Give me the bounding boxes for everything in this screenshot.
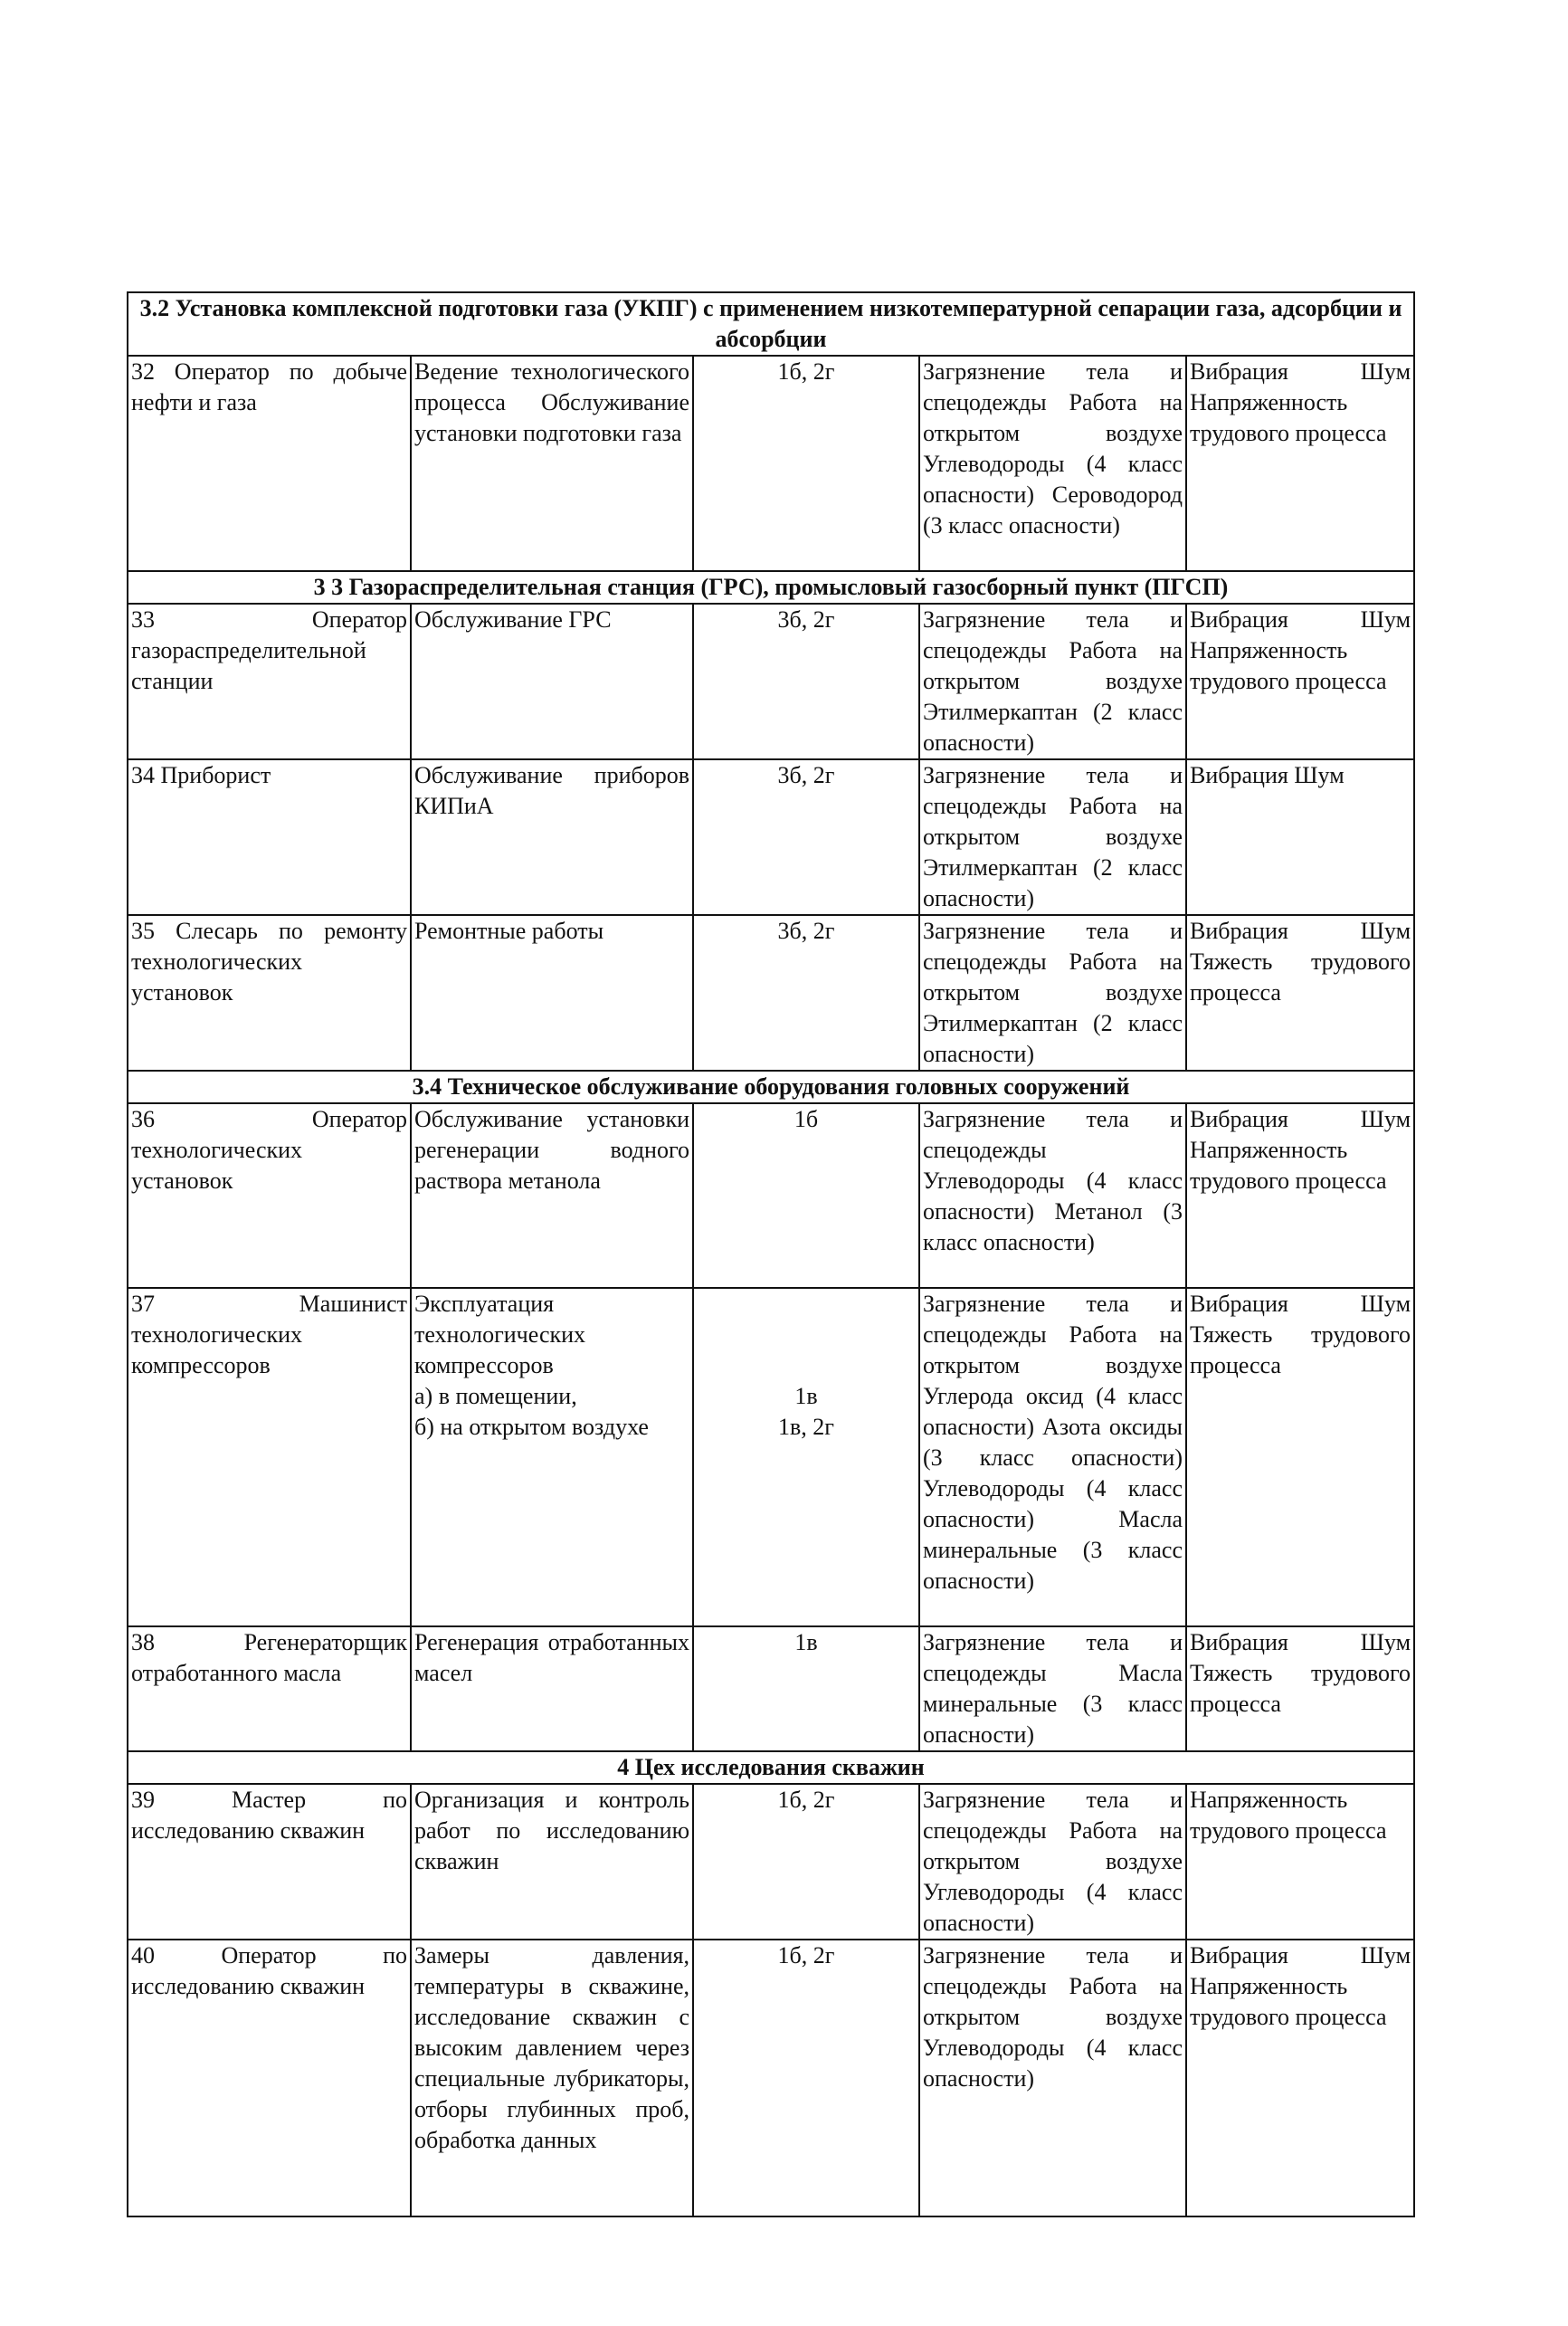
section-title: 3.4 Техническое обслуживание оборудования головных сооружений: [128, 1071, 1414, 1103]
section-row: [128, 571, 1414, 604]
profession-cell: 40 Оператор по исследованию скважин: [128, 1940, 411, 2216]
code-line: [697, 1320, 916, 1350]
work-cell: Организация и контроль работ по исследованию скважин: [411, 1784, 693, 1940]
factors-cell: Загрязнение тела и спецодежды Работа на открытом воздухе Этилмеркаптан (2 класс опасности): [919, 915, 1186, 1071]
code-cell: [693, 1288, 919, 1626]
other-factors-cell: Вибрация Шум Напряженность трудового процесса: [1186, 356, 1414, 571]
code-line: 1б, 2г: [777, 1942, 835, 1969]
code-line: 1в: [794, 1629, 818, 1655]
work-cell: Обслуживание установки регенерации водного раствора метанола: [411, 1103, 693, 1288]
table-row: [128, 1784, 1414, 1940]
code-cell: [693, 1103, 919, 1288]
factors-cell: Загрязнение тела и спецодежды Работа на открытом воздухе Этилмеркаптан (2 класс опасности): [919, 604, 1186, 759]
code-cell: [693, 759, 919, 915]
profession-cell: 33 Оператор газораспределительной станции: [128, 604, 411, 759]
section-row: [128, 1751, 1414, 1784]
work-cell: Замеры давления, температуры в скважине, исследование скважин с высоким давлением через специальные лубрикаторы, отборы глубинных проб, обработка данных: [411, 1940, 693, 2216]
work-cell: Обслуживание приборов КИПиА: [411, 759, 693, 915]
other-factors-cell: Вибрация Шум Напряженность трудового процесса: [1186, 604, 1414, 759]
section-row: [128, 1071, 1414, 1103]
work-cell: [411, 1288, 693, 1626]
factors-cell: Загрязнение тела и спецодежды Работа на открытом воздухе Углеводороды (4 класс опасности) Сероводород (3 класс опасности): [919, 356, 1186, 571]
code-line: 1б, 2г: [777, 1787, 835, 1813]
table-row: [128, 759, 1414, 915]
code-cell: [693, 356, 919, 571]
section-title: 4 Цех исследования скважин: [128, 1751, 1414, 1784]
code-line: [697, 1289, 916, 1320]
code-line: 1б: [794, 1106, 819, 1132]
table-row: [128, 356, 1414, 571]
other-factors-cell: Напряженность трудового процесса: [1186, 1784, 1414, 1940]
factors-cell: Загрязнение тела и спецодежды Работа на открытом воздухе Углерода оксид (4 класс опасности) Азота оксиды (3 класс опасности) Углеводороды (4 класс опасности) Масла минеральные (3 класс опасности): [919, 1288, 1186, 1626]
factors-cell: Загрязнение тела и спецодежды Работа на открытом воздухе Этилмеркаптан (2 класс опасности): [919, 759, 1186, 915]
code-line: 3б, 2г: [777, 762, 835, 788]
table-row: [128, 1103, 1414, 1288]
profession-cell: 32 Оператор по добыче нефти и газа: [128, 356, 411, 571]
code-cell: [693, 915, 919, 1071]
work-cell: Регенерация отработанных масел: [411, 1626, 693, 1751]
factors-cell: Загрязнение тела и спецодежды Работа на открытом воздухе Углеводороды (4 класс опасности): [919, 1940, 1186, 2216]
profession-cell: 37 Машинист технологических компрессоров: [128, 1288, 411, 1626]
code-line: [697, 1350, 916, 1381]
code-cell: [693, 1626, 919, 1751]
profession-cell: 34 Приборист: [128, 759, 411, 915]
section-title: 3.2 Установка комплексной подготовки газа (УКПГ) с применением низкотемпературной сепарации газа, адсорбции и абсорбции: [128, 292, 1414, 356]
code-line: 3б, 2г: [777, 918, 835, 944]
table-row: [128, 915, 1414, 1071]
code-cell: [693, 1940, 919, 2216]
code-cell: [693, 1784, 919, 1940]
work-cell: Ведение технологического процесса Обслуживание установки подготовки газа: [411, 356, 693, 571]
profession-cell: 39 Мастер по исследованию скважин: [128, 1784, 411, 1940]
work-cell: Ремонтные работы: [411, 915, 693, 1071]
table-row: [128, 1940, 1414, 2216]
section-row: [128, 292, 1414, 356]
factors-cell: Загрязнение тела и спецодежды Работа на открытом воздухе Углеводороды (4 класс опасности): [919, 1784, 1186, 1940]
code-line: 1б, 2г: [777, 358, 835, 385]
table-row: [128, 1626, 1414, 1751]
factors-cell: Загрязнение тела и спецодежды Углеводороды (4 класс опасности) Метанол (3 класс опасности): [919, 1103, 1186, 1288]
table-row: [128, 1288, 1414, 1626]
section-title: 3 3 Газораспределительная станция (ГРС), промысловый газосборный пункт (ПГСП): [128, 571, 1414, 604]
hazard-table: [127, 291, 1415, 2217]
table-body: [128, 292, 1414, 2216]
other-factors-cell: Вибрация Шум Тяжесть трудового процесса: [1186, 915, 1414, 1071]
other-factors-cell: Вибрация Шум Напряженность трудового процесса: [1186, 1103, 1414, 1288]
other-factors-cell: Вибрация Шум: [1186, 759, 1414, 915]
code-line: 1в: [794, 1383, 818, 1409]
table-row: [128, 604, 1414, 759]
work-line: а) в помещении,: [414, 1383, 577, 1409]
profession-cell: 38 Регенераторщик отработанного масла: [128, 1626, 411, 1751]
work-cell: Обслуживание ГРС: [411, 604, 693, 759]
factors-cell: Загрязнение тела и спецодежды Масла минеральные (3 класс опасности): [919, 1626, 1186, 1751]
profession-cell: 36 Оператор технологических установок: [128, 1103, 411, 1288]
work-line: б) на открытом воздухе: [414, 1414, 649, 1440]
code-cell: [693, 604, 919, 759]
other-factors-cell: Вибрация Шум Тяжесть трудового процесса: [1186, 1288, 1414, 1626]
work-line: Эксплуатация технологических компрессоров: [414, 1291, 586, 1378]
code-line: 3б, 2г: [777, 606, 835, 633]
code-line: 1в, 2г: [778, 1414, 834, 1440]
profession-cell: 35 Слесарь по ремонту технологических установок: [128, 915, 411, 1071]
other-factors-cell: Вибрация Шум Тяжесть трудового процесса: [1186, 1626, 1414, 1751]
other-factors-cell: Вибрация Шум Напряженность трудового процесса: [1186, 1940, 1414, 2216]
